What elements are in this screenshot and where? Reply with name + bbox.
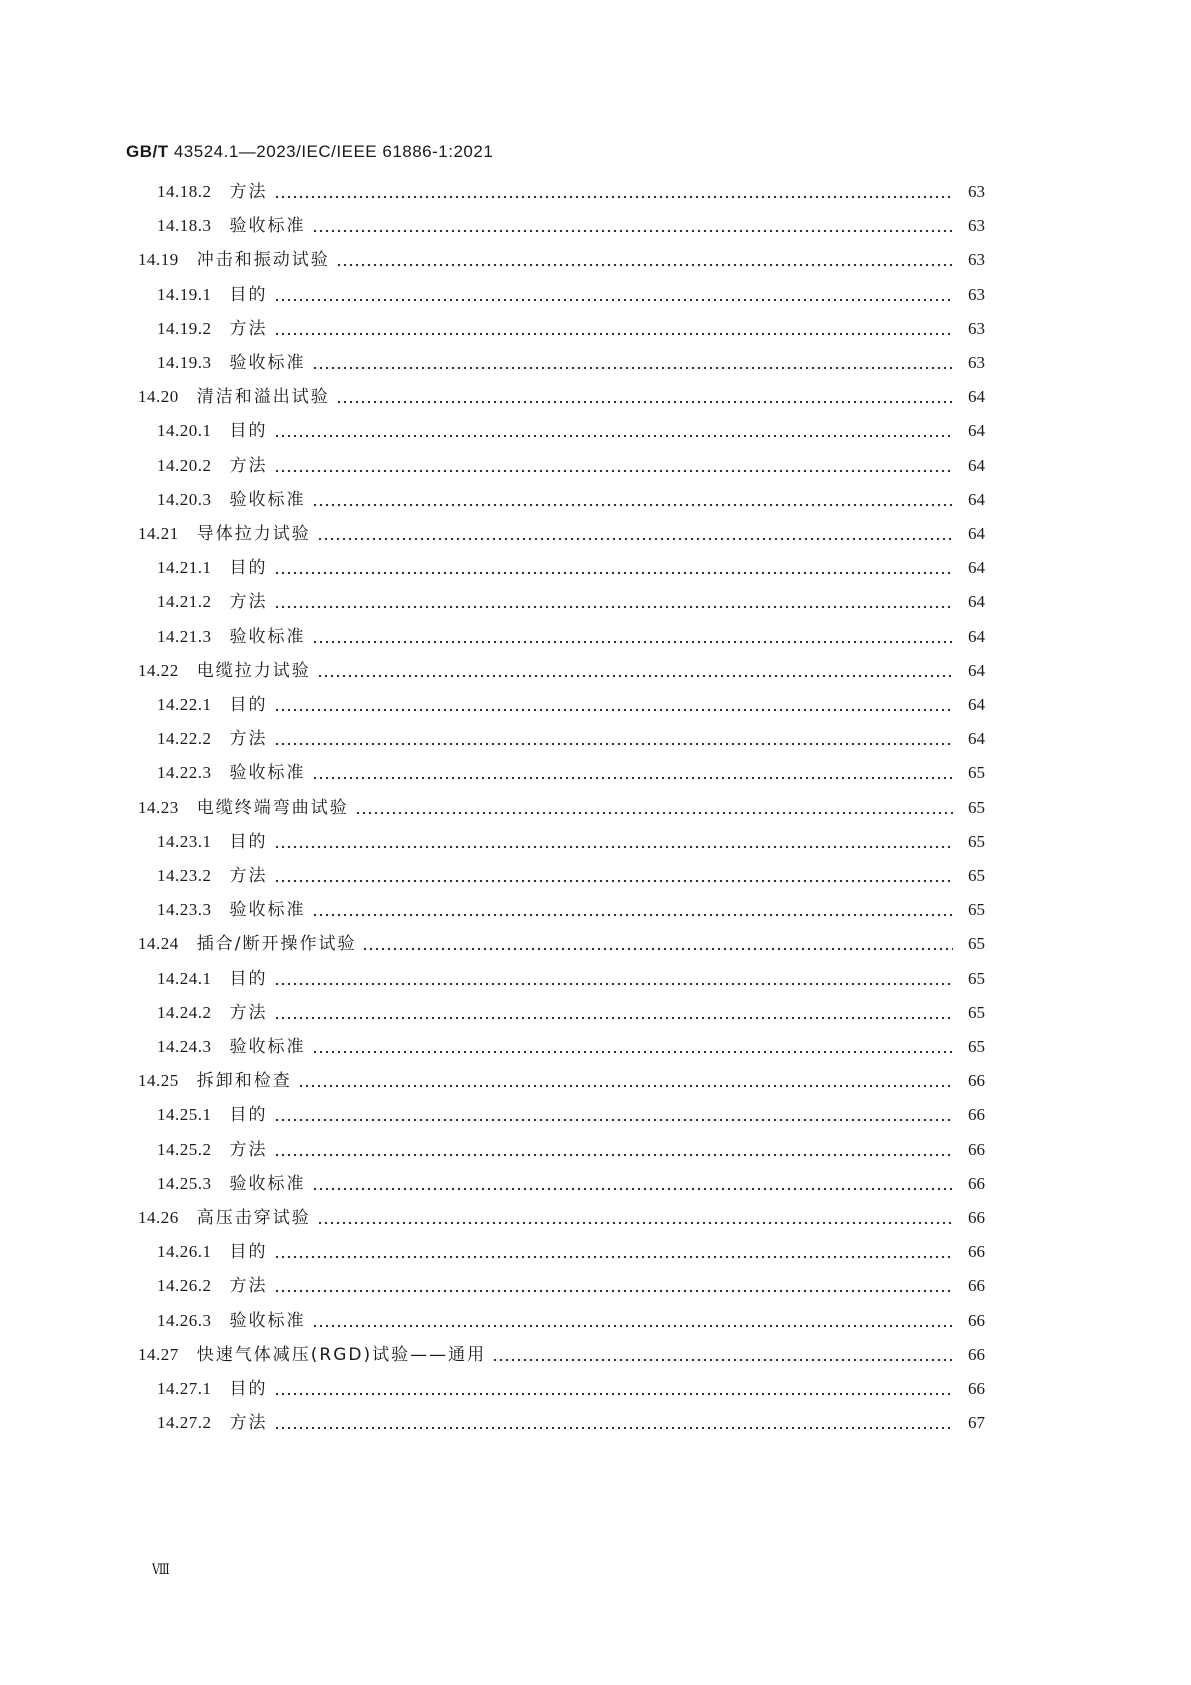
document-header (126, 142, 493, 162)
toc-dot-leader (274, 998, 954, 1028)
toc-entry-title: 冲击和振动试验 (196, 250, 330, 271)
toc-entry-page: 64 (968, 524, 985, 543)
toc-entry[interactable] (157, 1374, 985, 1404)
toc-dot-leader (274, 1271, 954, 1301)
toc-entry-title: 目的 (229, 1105, 268, 1126)
toc-entry[interactable] (157, 314, 985, 344)
toc-entry[interactable] (138, 519, 985, 549)
toc-entry-page: 65 (968, 1002, 985, 1022)
toc-dot-leader (336, 245, 953, 275)
toc-entry-number: 14.18.2 (157, 182, 212, 201)
toc-entry[interactable] (157, 861, 985, 891)
toc-entry[interactable] (157, 1135, 985, 1165)
toc-entry-page: 65 (968, 934, 985, 954)
toc-entry-number: 14.24.3 (157, 1037, 212, 1056)
toc-dot-leader (274, 861, 954, 891)
toc-entry-page: 63 (968, 284, 985, 304)
toc-entry[interactable] (157, 587, 985, 617)
toc-entry[interactable] (157, 1032, 985, 1062)
toc-entry-number: 14.25.3 (157, 1173, 212, 1193)
toc-entry-number: 14.26.2 (157, 1276, 212, 1296)
toc-entry-title: 验收标准 (229, 1037, 306, 1057)
toc-entry-number: 14.23.1 (157, 831, 212, 851)
toc-entry[interactable] (138, 245, 985, 275)
toc-entry-page: 64 (968, 387, 985, 407)
toc-entry-page: 64 (968, 695, 985, 714)
toc-dot-leader (312, 895, 954, 925)
toc-entry-title: 验收标准 (229, 353, 306, 373)
toc-dot-leader (317, 519, 953, 549)
toc-entry-title: 导体拉力试验 (196, 524, 311, 544)
toc-entry-number: 14.26 (138, 1208, 179, 1227)
toc-entry-page: 66 (968, 1105, 985, 1125)
toc-entry-number: 14.20 (138, 387, 179, 407)
toc-entry[interactable] (157, 1100, 985, 1130)
toc-entry-title: 验收标准 (229, 626, 306, 647)
toc-entry-page: 66 (968, 1276, 985, 1296)
toc-entry-number: 14.18.3 (157, 216, 212, 236)
toc-entry-page: 63 (968, 250, 985, 270)
toc-entry-page: 63 (968, 216, 985, 236)
toc-entry-number: 14.23.2 (157, 866, 212, 885)
toc-entry-title: 方法 (229, 592, 268, 613)
toc-entry-title: 目的 (229, 558, 268, 579)
toc-entry-title: 快速气体减压(RGD)试验——通用 (196, 1344, 487, 1365)
toc-entry[interactable] (157, 416, 985, 446)
toc-dot-leader (274, 177, 954, 207)
toc-entry-page: 64 (968, 489, 985, 509)
toc-entry-page: 64 (968, 592, 985, 612)
toc-entry-number: 14.21.3 (157, 626, 212, 646)
toc-entry[interactable] (138, 656, 985, 686)
toc-dot-leader (298, 1066, 953, 1096)
toc-dot-leader (274, 1100, 954, 1130)
toc-entry-number: 14.25 (138, 1071, 179, 1091)
toc-entry-page: 66 (968, 1379, 985, 1398)
toc-entry-title: 方法 (229, 1276, 268, 1297)
toc-entry[interactable] (157, 1271, 985, 1301)
toc-entry[interactable] (138, 929, 985, 959)
toc-dot-leader (274, 553, 954, 583)
toc-entry-number: 14.25.2 (157, 1139, 212, 1159)
toc-entry[interactable] (138, 1340, 985, 1370)
toc-dot-leader (274, 690, 954, 720)
toc-entry-title: 方法 (229, 1413, 268, 1434)
toc-entry-title: 方法 (229, 866, 268, 886)
toc-entry[interactable] (157, 553, 985, 583)
toc-entry-title: 目的 (229, 831, 268, 852)
toc-dot-leader (274, 1135, 954, 1165)
toc-entry[interactable] (157, 211, 985, 241)
toc-entry-title: 方法 (229, 182, 268, 202)
toc-entry[interactable] (138, 382, 985, 412)
toc-dot-leader (274, 1237, 954, 1267)
toc-entry-title: 验收标准 (229, 900, 306, 921)
toc-entry-title: 拆卸和检查 (196, 1071, 292, 1092)
toc-entry-page: 65 (968, 1037, 985, 1056)
toc-dot-leader (336, 382, 953, 412)
toc-dot-leader (312, 1306, 954, 1336)
toc-entry-page: 64 (968, 421, 985, 441)
toc-entry-title: 验收标准 (229, 1310, 306, 1331)
toc-entry[interactable] (157, 177, 985, 207)
toc-entry-page: 65 (968, 763, 985, 783)
toc-entry[interactable] (157, 1408, 985, 1438)
toc-entry-page: 66 (968, 1242, 985, 1262)
toc-entry[interactable] (157, 1306, 985, 1336)
toc-entry-number: 14.20.3 (157, 489, 212, 509)
toc-entry-title: 目的 (229, 695, 268, 715)
toc-dot-leader (492, 1340, 953, 1370)
toc-dot-leader (274, 451, 954, 481)
toc-dot-leader (312, 485, 954, 515)
toc-entry-title: 方法 (229, 1139, 268, 1160)
toc-entry-title: 电缆拉力试验 (196, 660, 311, 681)
toc-entry-title: 目的 (229, 968, 268, 989)
toc-entry-number: 14.22.2 (157, 729, 212, 749)
toc-dot-leader (317, 656, 953, 686)
toc-dot-leader (274, 314, 954, 344)
toc-entry-page: 65 (968, 866, 985, 885)
toc-entry-title: 高压击穿试验 (196, 1208, 311, 1228)
toc-entry[interactable] (157, 964, 985, 994)
toc-entry[interactable] (157, 485, 985, 515)
toc-entry-page: 66 (968, 1173, 985, 1193)
toc-entry-page: 66 (968, 1344, 985, 1364)
toc-entry-page: 65 (968, 968, 985, 988)
toc-entry-page: 64 (968, 455, 985, 475)
toc-entry-title: 清洁和溢出试验 (196, 387, 330, 408)
toc-dot-leader (312, 1169, 954, 1199)
toc-dot-leader (312, 348, 954, 378)
toc-entry-number: 14.20.1 (157, 421, 212, 441)
toc-entry-number: 14.19.2 (157, 318, 212, 338)
toc-entry[interactable] (138, 1066, 985, 1096)
toc-entry-number: 14.19.3 (157, 353, 212, 372)
toc-entry[interactable] (157, 348, 985, 378)
toc-entry-number: 14.26.1 (157, 1242, 212, 1262)
toc-dot-leader (317, 1203, 953, 1233)
toc-entry-title: 电缆终端弯曲试验 (196, 797, 349, 818)
toc-dot-leader (312, 1032, 954, 1062)
toc-dot-leader (312, 758, 954, 788)
toc-entry-page: 66 (968, 1208, 985, 1227)
toc-entry-title: 目的 (229, 421, 268, 442)
toc-entry[interactable] (157, 724, 985, 754)
toc-entry-title: 验收标准 (229, 1173, 306, 1194)
toc-entry-page: 66 (968, 1310, 985, 1330)
toc-entry[interactable] (157, 451, 985, 481)
toc-entry-title: 目的 (229, 284, 268, 305)
toc-entry-page: 65 (968, 900, 985, 920)
toc-entry-number: 14.20.2 (157, 455, 212, 475)
toc-entry-number: 14.24.2 (157, 1002, 212, 1022)
toc-entry-page: 66 (968, 1071, 985, 1091)
toc-dot-leader (274, 1374, 954, 1404)
toc-entry[interactable] (138, 1203, 985, 1233)
standard-code: 43524.1—2023/IEC/IEEE 61886-1:2021 (173, 142, 494, 161)
toc-entry-number: 14.24.1 (157, 968, 212, 988)
toc-entry[interactable] (157, 622, 985, 652)
toc-entry-page: 64 (968, 626, 985, 646)
toc-dot-leader (274, 1408, 954, 1438)
toc-entry[interactable] (138, 793, 985, 823)
toc-entry-number: 14.19.1 (157, 284, 212, 304)
toc-dot-leader (274, 280, 954, 310)
toc-entry-page: 63 (968, 353, 985, 372)
toc-entry-number: 14.23 (138, 797, 179, 817)
toc-entry-number: 14.21 (138, 524, 179, 543)
toc-entry-title: 插合/断开操作试验 (196, 934, 357, 955)
toc-entry-page: 67 (968, 1413, 985, 1433)
toc-dot-leader (362, 929, 953, 959)
standard-prefix: GB/T (126, 142, 169, 161)
toc-entry-number: 14.27.1 (157, 1379, 212, 1398)
toc-entry[interactable] (157, 1237, 985, 1267)
toc-dot-leader (274, 724, 954, 754)
toc-entry-page: 63 (968, 318, 985, 338)
toc-entry-number: 14.21.2 (157, 592, 212, 612)
toc-entry-page: 64 (968, 660, 985, 680)
toc-entry[interactable] (157, 690, 985, 720)
toc-entry-number: 14.25.1 (157, 1105, 212, 1125)
toc-entry-number: 14.19 (138, 250, 179, 270)
toc-entry-title: 验收标准 (229, 216, 306, 237)
toc-entry-title: 目的 (229, 1242, 268, 1263)
page-number: Ⅷ (152, 1563, 169, 1578)
toc-entry[interactable] (157, 280, 985, 310)
toc-entry[interactable] (157, 758, 985, 788)
toc-entry[interactable] (157, 827, 985, 857)
toc-entry-number: 14.23.3 (157, 900, 212, 920)
toc-entry-title: 方法 (229, 318, 268, 339)
toc-dot-leader (312, 211, 954, 241)
toc-entry-number: 14.21.1 (157, 558, 212, 578)
toc-dot-leader (274, 587, 954, 617)
toc-entry-title: 方法 (229, 729, 268, 750)
toc-entry[interactable] (157, 895, 985, 925)
toc-entry-page: 63 (968, 182, 985, 201)
toc-entry-title: 目的 (229, 1379, 268, 1399)
toc-entry-page: 65 (968, 797, 985, 817)
toc-dot-leader (274, 416, 954, 446)
toc-entry[interactable] (157, 1169, 985, 1199)
toc-entry-page: 64 (968, 729, 985, 749)
toc-entry-page: 66 (968, 1139, 985, 1159)
toc-entry-page: 65 (968, 831, 985, 851)
toc-entry-title: 方法 (229, 1002, 268, 1023)
toc-entry[interactable] (157, 998, 985, 1028)
toc-entry-page: 64 (968, 558, 985, 578)
toc-dot-leader (355, 793, 953, 823)
toc-entry-number: 14.27.2 (157, 1413, 212, 1433)
toc-dot-leader (312, 622, 954, 652)
toc-entry-number: 14.24 (138, 934, 179, 954)
toc-entry-number: 14.26.3 (157, 1310, 212, 1330)
toc-entry-title: 方法 (229, 455, 268, 476)
toc-entry-title: 验收标准 (229, 489, 306, 510)
toc-entry-number: 14.22.1 (157, 695, 212, 714)
toc-entry-number: 14.22 (138, 660, 179, 680)
toc-entry-title: 验收标准 (229, 763, 306, 784)
toc-dot-leader (274, 827, 954, 857)
toc-entry-number: 14.27 (138, 1344, 179, 1364)
toc-entry-number: 14.22.3 (157, 763, 212, 783)
toc-dot-leader (274, 964, 954, 994)
